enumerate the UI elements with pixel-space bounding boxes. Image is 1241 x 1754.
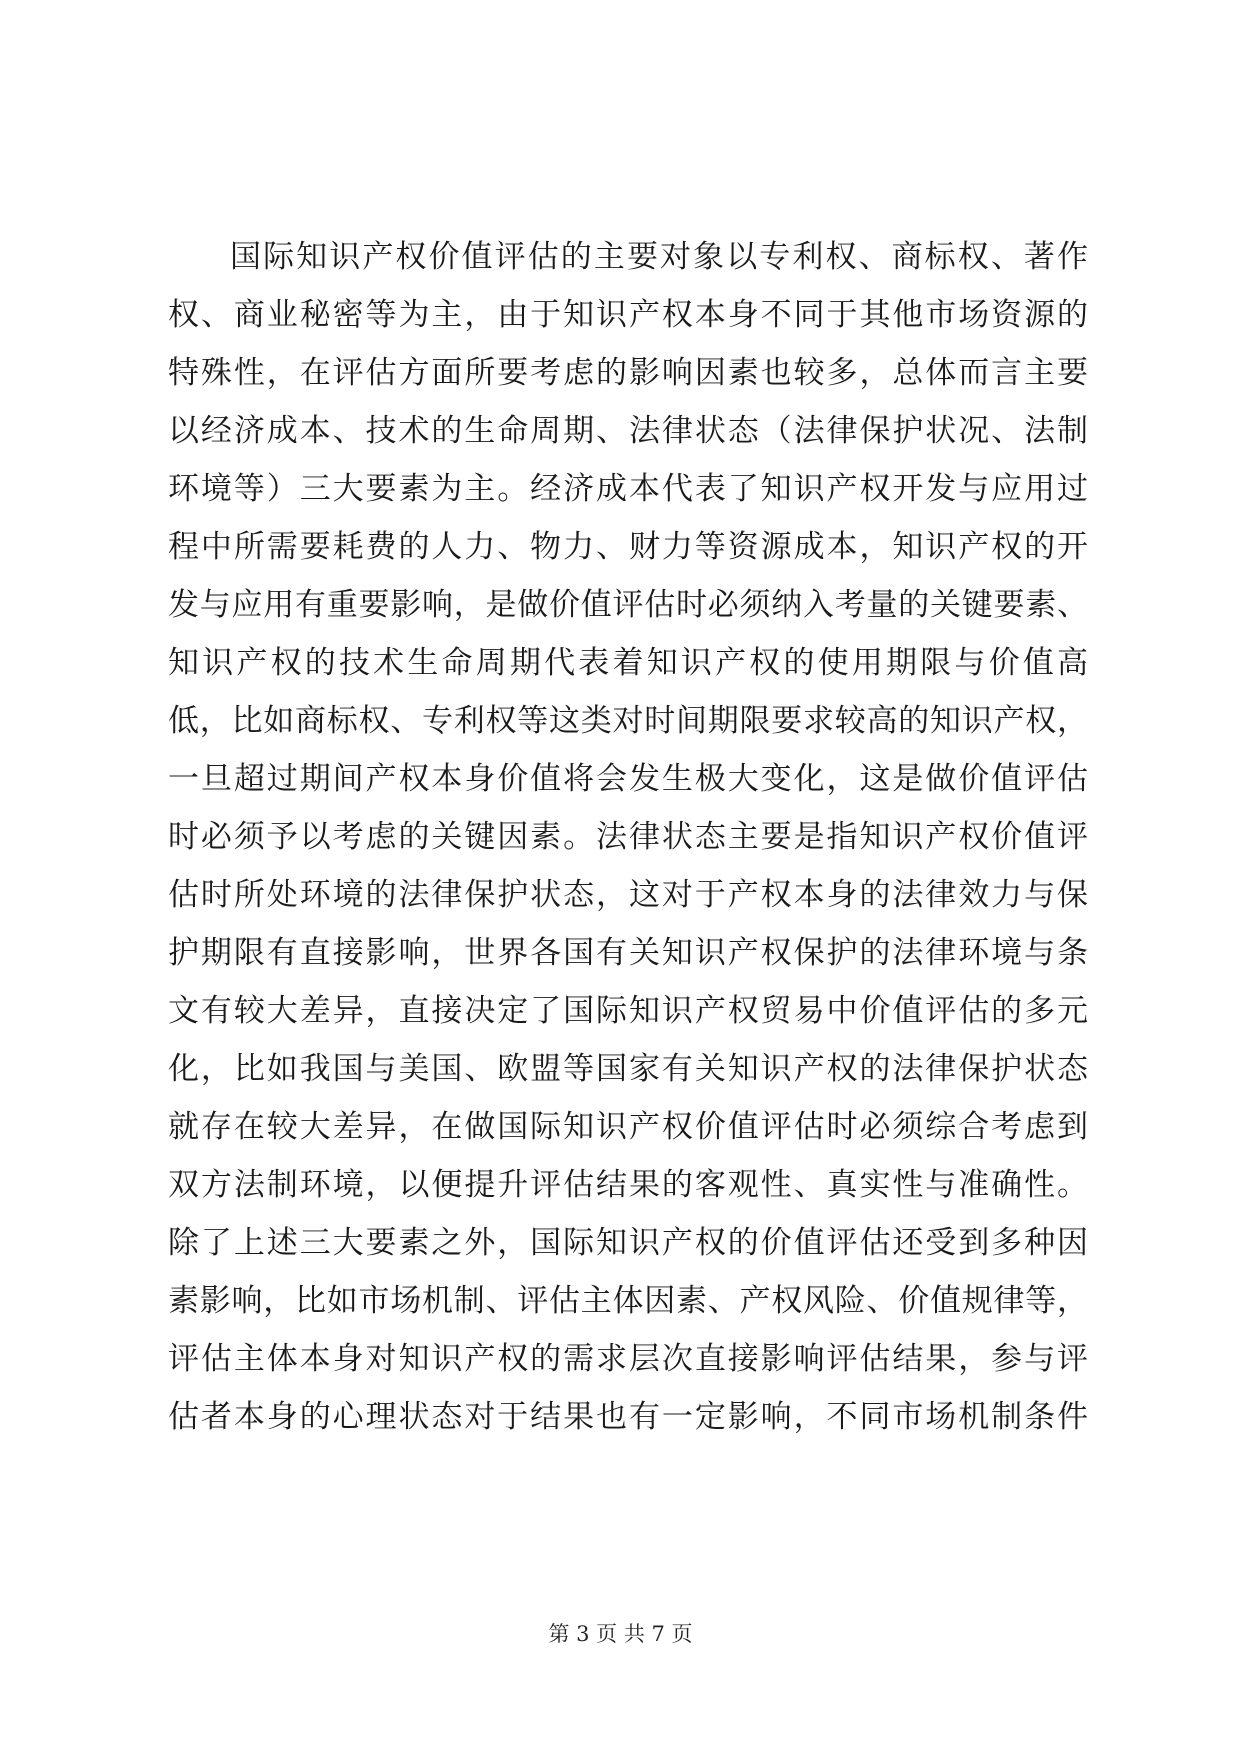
body-paragraph bbox=[168, 228, 1088, 1446]
text-line: 化，比如我国与美国、欧盟等国家有关知识产权的法律保护状态 bbox=[168, 1051, 1088, 1087]
text-line: 环境等）三大要素为主。经济成本代表了知识产权开发与应用过 bbox=[168, 471, 1088, 507]
text-line: 发与应用有重要影响，是做价值评估时必须纳入考量的关键要素、 bbox=[168, 587, 1088, 623]
text-line: 低，比如商标权、专利权等这类对时间期限要求较高的知识产权， bbox=[168, 703, 1088, 739]
text-line: 护期限有直接影响，世界各国有关知识产权保护的法律环境与条 bbox=[168, 935, 1088, 971]
page-number-footer: 第 3 页 共 7 页 bbox=[548, 1622, 693, 1646]
text-line: 以经济成本、技术的生命周期、法律状态（法律保护状况、法制 bbox=[168, 413, 1088, 449]
text-line: 评估主体本身对知识产权的需求层次直接影响评估结果，参与评 bbox=[168, 1341, 1088, 1377]
text-line: 素影响，比如市场机制、评估主体因素、产权风险、价值规律等， bbox=[168, 1283, 1088, 1319]
text-line: 一旦超过期间产权本身价值将会发生极大变化，这是做价值评估 bbox=[168, 761, 1088, 797]
text-line: 估者本身的心理状态对于结果也有一定影响，不同市场机制条件 bbox=[168, 1399, 1088, 1435]
text-line: 特殊性，在评估方面所要考虑的影响因素也较多，总体而言主要 bbox=[168, 355, 1088, 391]
text-line: 文有较大差异，直接决定了国际知识产权贸易中价值评估的多元 bbox=[168, 993, 1088, 1029]
text-line: 程中所需要耗费的人力、物力、财力等资源成本，知识产权的开 bbox=[168, 529, 1088, 565]
text-line: 知识产权的技术生命周期代表着知识产权的使用期限与价值高 bbox=[168, 645, 1088, 681]
text-line: 估时所处环境的法律保护状态，这对于产权本身的法律效力与保 bbox=[168, 877, 1088, 913]
text-line: 双方法制环境，以便提升评估结果的客观性、真实性与准确性。 bbox=[168, 1167, 1088, 1203]
text-line: 时必须予以考虑的关键因素。法律状态主要是指知识产权价值评 bbox=[168, 819, 1088, 855]
text-line: 除了上述三大要素之外，国际知识产权的价值评估还受到多种因 bbox=[168, 1225, 1088, 1261]
text-line: 国际知识产权价值评估的主要对象以专利权、商标权、著作 bbox=[230, 239, 1088, 275]
text-line: 权、商业秘密等为主，由于知识产权本身不同于其他市场资源的 bbox=[168, 297, 1088, 333]
text-line: 就存在较大差异，在做国际知识产权价值评估时必须综合考虑到 bbox=[168, 1109, 1088, 1145]
